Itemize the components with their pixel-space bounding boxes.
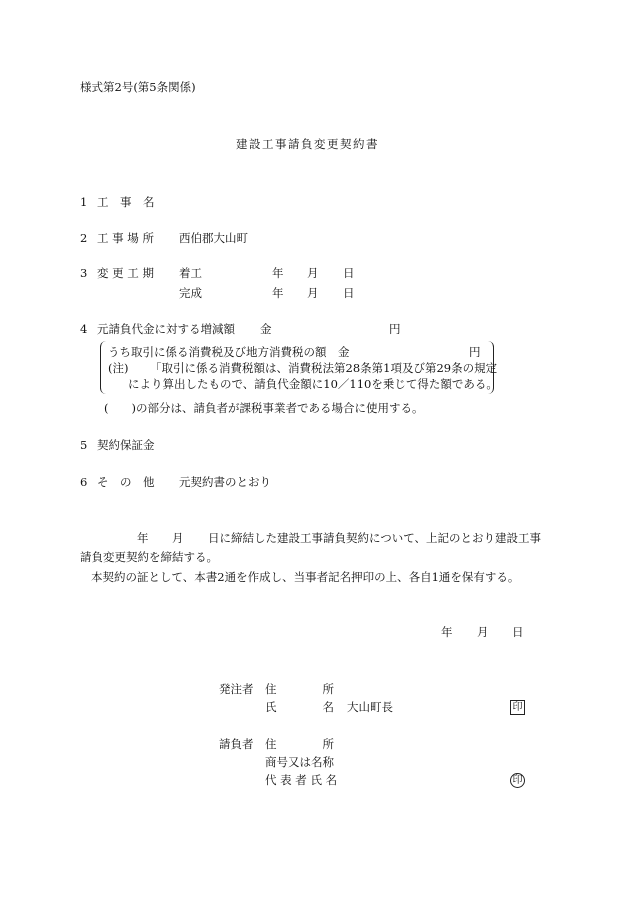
- start-day: 日: [343, 266, 355, 280]
- item-4-currency: 金: [260, 322, 272, 336]
- item-3-number: 3: [80, 266, 88, 280]
- item-4-yen: 円: [389, 322, 401, 336]
- tax-yen: 円: [469, 345, 481, 359]
- item-6-number: 6: [80, 475, 88, 489]
- orderer-seal: 印: [510, 700, 525, 715]
- date-month: 月: [477, 625, 489, 639]
- note-label: (注): [108, 361, 129, 375]
- orderer-address-label: 住 所: [265, 682, 334, 696]
- orderer-name-label: 氏 名: [265, 700, 334, 714]
- body-line-3: 本契約の証として、本書2通を作成し、当事者記名押印の上、各自1通を保有する。: [91, 570, 520, 584]
- body-year: 年: [137, 531, 149, 545]
- orderer-name-value: 大山町長: [347, 700, 393, 714]
- note-line-1: 「取引に係る消費税額は、消費税法第28条第1項及び第29条の規定: [150, 361, 498, 375]
- end-day: 日: [343, 286, 355, 300]
- end-month: 月: [307, 286, 319, 300]
- end-label: 完成: [179, 286, 202, 300]
- start-year: 年: [272, 266, 284, 280]
- contractor-address-label: 住 所: [265, 737, 334, 751]
- item-3-label: 変 更 工 期: [97, 266, 154, 280]
- paren-usage-note: ( )の部分は、請負者が課税事業者である場合に使用する。: [104, 401, 424, 415]
- item-1-label: 工 事 名: [97, 195, 155, 209]
- start-month: 月: [307, 266, 319, 280]
- contractor-role: 請負者: [219, 737, 254, 751]
- note-line-2: により算出したもので、請負代金額に10／110を乗じて得た額である。: [128, 377, 498, 391]
- tax-amount-line: うち取引に係る消費税及び地方消費税の額 金: [108, 345, 350, 359]
- contractor-trade-label: 商号又は名称: [265, 755, 334, 769]
- start-label: 着工: [179, 266, 202, 280]
- item-4-number: 4: [80, 322, 88, 336]
- date-day: 日: [512, 625, 524, 639]
- contractor-seal: 印: [510, 773, 525, 788]
- orderer-role: 発注者: [219, 682, 254, 696]
- item-6-value: 元契約書のとおり: [179, 475, 271, 489]
- item-5-number: 5: [80, 438, 88, 452]
- date-year: 年: [441, 625, 453, 639]
- body-month: 月: [172, 531, 184, 545]
- body-line-2: 請負変更契約を締結する。: [80, 550, 218, 564]
- item-2-label: 工 事 場 所: [97, 231, 154, 245]
- item-1-number: 1: [80, 195, 88, 209]
- body-line-1: 日に締結した建設工事請負契約について、上記のとおり建設工事: [208, 531, 542, 545]
- item-2-value: 西伯郡大山町: [179, 231, 248, 245]
- form-number: 様式第2号(第5条関係): [80, 80, 196, 94]
- item-4-label: 元請負代金に対する増減額: [97, 322, 235, 336]
- item-5-label: 契約保証金: [97, 438, 155, 452]
- end-year: 年: [272, 286, 284, 300]
- page-title: 建設工事請負変更契約書: [236, 137, 379, 151]
- item-6-label: そ の 他: [97, 475, 155, 489]
- item-2-number: 2: [80, 231, 88, 245]
- contractor-rep-label: 代 表 者 氏 名: [265, 773, 338, 787]
